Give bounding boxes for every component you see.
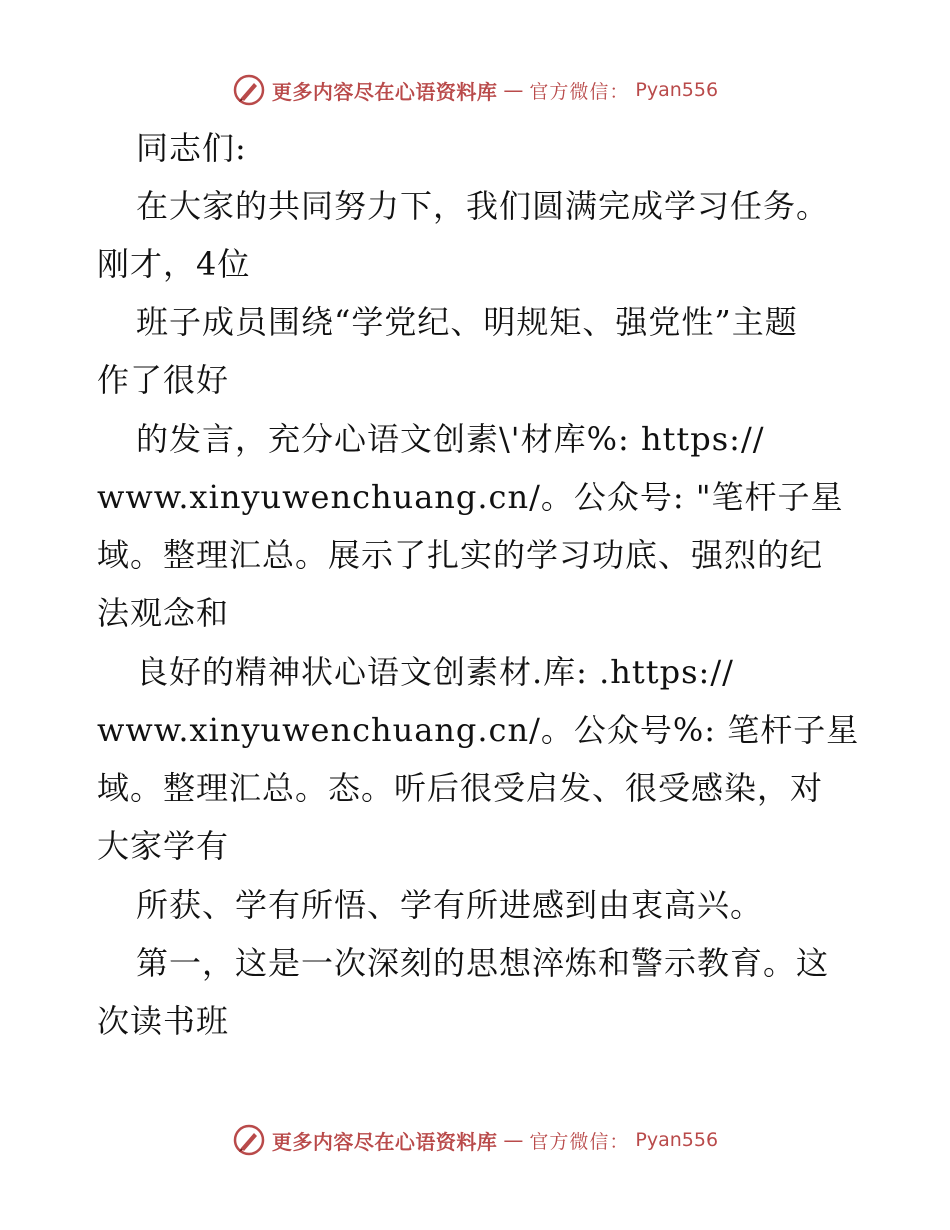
header-banner [0, 70, 950, 110]
paragraph-line: 大家学有 [97, 827, 230, 865]
paragraph-line: www.xinyuwenchuang.cn/。公众号: "笔杆子星 [97, 478, 844, 516]
footer-banner [0, 1120, 950, 1160]
pen-logo-icon [232, 1123, 266, 1157]
paragraph-line: 班子成员围绕“学党纪、明规矩、强党性”主题 [136, 303, 798, 341]
pen-logo-icon [232, 73, 266, 107]
footer-wechat-label: 官方微信： [529, 1130, 630, 1153]
paragraph-line: 在大家的共同努力下，我们圆满完成学习任务。 [136, 187, 830, 225]
header-wechat-label: 官方微信： [529, 80, 630, 103]
salutation-line: 同志们: [136, 129, 247, 167]
paragraph-line: 所获、学有所悟、学有所进感到由衷高兴。 [136, 886, 764, 924]
header-wechat-id: Pyan556 [635, 79, 719, 101]
footer-banner-text: 更多内容尽在心语资料库 [271, 1129, 498, 1154]
paragraph-line: 作了很好 [97, 361, 230, 399]
paragraph-line: 刚才，4位 [97, 245, 251, 283]
header-banner-separator: — [503, 78, 524, 102]
paragraph-line: 次读书班 [97, 1002, 230, 1040]
paragraph-line: www.xinyuwenchuang.cn/。公众号%: 笔杆子星 [97, 711, 860, 749]
footer-wechat-id: Pyan556 [635, 1129, 719, 1151]
header-banner-text: 更多内容尽在心语资料库 [271, 79, 498, 104]
paragraph-line: 第一，这是一次深刻的思想淬炼和警示教育。这 [136, 944, 830, 982]
footer-banner-separator: — [503, 1128, 524, 1152]
paragraph-line: 良好的精神状心语文创素材.库: .https:// [136, 653, 734, 691]
paragraph-line: 法观念和 [97, 594, 230, 632]
paragraph-line: 域。整理汇总。展示了扎实的学习功底、强烈的纪 [97, 536, 824, 574]
paragraph-line: 的发言，充分心语文创素\'材库%: https:// [136, 420, 765, 458]
paragraph-line: 域。整理汇总。态。听后很受启发、很受感染，对 [97, 769, 824, 807]
